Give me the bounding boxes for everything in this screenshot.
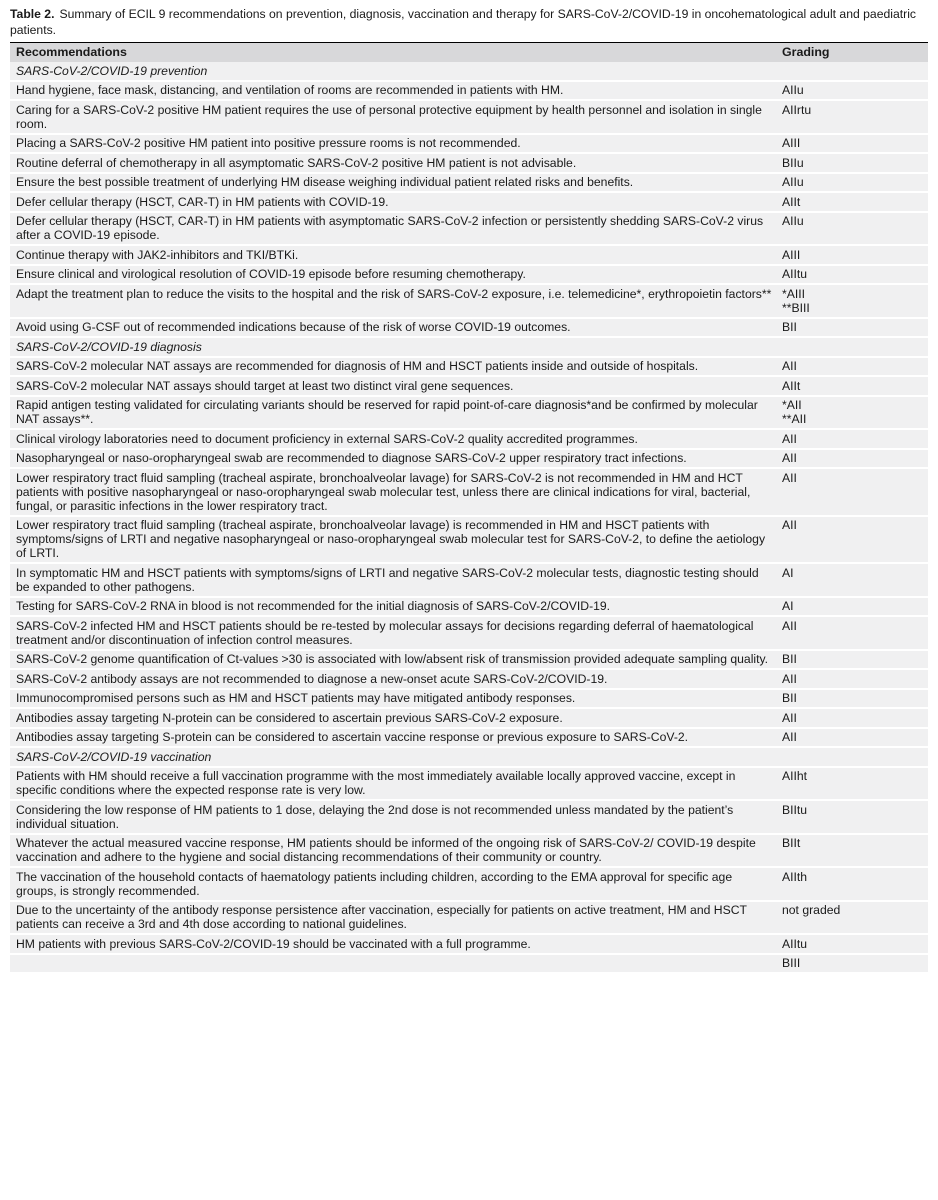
table-header-row [10, 43, 928, 62]
table-body [10, 62, 928, 974]
table-row [10, 319, 928, 339]
section-title: SARS-CoV-2/COVID-19 vaccination [16, 749, 212, 764]
grading-cell [778, 469, 928, 515]
recommendation-text: Ensure clinical and virological resolution of COVID-19 episode before resuming chemotherapy. [16, 267, 526, 281]
table-row [10, 430, 928, 450]
grading-cell [778, 670, 928, 688]
grading-cell [778, 450, 928, 468]
recommendation-text: SARS-CoV-2 molecular NAT assays are recommended for diagnosis of HM and HSCT patients inside and outside of hospitals. [16, 359, 699, 373]
table-row [10, 955, 928, 975]
table-row [10, 266, 928, 286]
table-row [10, 213, 928, 247]
table-row [10, 358, 928, 378]
recommendation-text: Considering the low response of HM patients to 1 dose, delaying the 2nd dose is not recommended unless mandated by the patient’s individual situation. [16, 802, 734, 831]
recommendation-text: Patients with HM should receive a full vaccination programme with the most immediately available locally approved vaccine, except in specific conditions where the expected response rate is very low. [16, 769, 736, 797]
table-row [10, 101, 928, 135]
grading-value: AIIt [782, 194, 801, 209]
grading-cell [778, 690, 928, 708]
grading-value: AII [782, 671, 797, 686]
table-row [10, 935, 928, 955]
recommendation-text: Caring for a SARS-CoV-2 positive HM patient requires the use of personal protective equipment by health personnel and isolation in single room. [16, 102, 762, 131]
table-row [10, 729, 928, 749]
grading-value: AIIth [782, 869, 808, 884]
grading-cell [778, 82, 928, 100]
grading-cell [778, 729, 928, 747]
table-row [10, 902, 928, 936]
grading-cell [778, 598, 928, 616]
grading-cell [778, 868, 928, 900]
table-caption-label: Table 2. [10, 7, 55, 21]
header-grading: Grading [782, 45, 830, 59]
grading-value: AII [782, 618, 797, 633]
grading-cell [778, 651, 928, 669]
recommendation-text: Lower respiratory tract fluid sampling (tracheal aspirate, bronchoalveolar lavage) is recommended in HM and HSCT patients with symptoms/signs of LRTI and negative nasopharyngeal or naso-oropharyngeal swab molecular test for SARS-CoV-2, to define the aetiology of LRTI. [16, 518, 766, 560]
table-caption [10, 6, 928, 38]
grading-value: AIIu [782, 175, 804, 189]
recommendation-text: Antibodies assay targeting S-protein can be considered to ascertain vaccine response or previous exposure to SARS-CoV-2. [16, 730, 689, 744]
grading-value: AII [782, 730, 797, 744]
grading-cell [778, 835, 928, 867]
recommendation-text: Defer cellular therapy (HSCT, CAR-T) in HM patients with COVID-19. [16, 194, 389, 209]
grading-cell [778, 174, 928, 192]
recommendation-text: SARS-CoV-2 genome quantification of Ct-values >30 is associated with low/absent risk of transmission provided adequate sampling quality. [16, 652, 769, 666]
recommendation-text: Rapid antigen testing validated for circulating variants should be reserved for rapid point-of-care diagnosis*and be confirmed by molecular NAT assays**. [16, 398, 758, 426]
grading-cell [778, 377, 928, 395]
section-grade-cell [778, 338, 928, 356]
recommendation-text: Continue therapy with JAK2-inhibitors and TKI/BTKi. [16, 247, 299, 262]
grading-value: **AII [782, 412, 807, 426]
grading-cell [778, 709, 928, 727]
section-title: SARS-CoV-2/COVID-19 diagnosis [16, 339, 202, 354]
table-row [10, 469, 928, 517]
section-title: SARS-CoV-2/COVID-19 prevention [16, 63, 208, 78]
grading-cell [778, 135, 928, 153]
recommendation-text: SARS-CoV-2 molecular NAT assays should target at least two distinct viral gene sequences. [16, 378, 514, 393]
grading-cell [778, 430, 928, 448]
recommendation-text: Nasopharyngeal or naso-oropharyngeal swab are recommended to diagnose SARS-CoV-2 upper respiratory tract infections. [16, 451, 687, 465]
table-caption-text: Summary of ECIL 9 recommendations on prevention, diagnosis, vaccination and therapy for SARS-CoV-2/COVID-19 in oncohematological adult and paediatric patients. [10, 7, 917, 37]
grading-value: AI [782, 565, 794, 580]
grading-value: AIItu [782, 267, 808, 281]
section-grade-cell [778, 748, 928, 766]
table-row [10, 82, 928, 102]
recommendation-text: Avoid using G-CSF out of recommended indications because of the risk of worse COVID-19 outcomes. [16, 320, 571, 334]
section-row [10, 62, 928, 82]
grading-value: AIIht [782, 769, 808, 783]
recommendation-text: Testing for SARS-CoV-2 RNA in blood is not recommended for the initial diagnosis of SARS-CoV-2/COVID-19. [16, 599, 611, 613]
grading-cell [778, 266, 928, 284]
table-row [10, 135, 928, 155]
grading-value: BII [782, 320, 797, 334]
recommendation-text: Adapt the treatment plan to reduce the visits to the hospital and the risk of SARS-CoV-2 exposure, i.e. telemedicine*, erythropoietin factors** [16, 286, 772, 301]
table-row [10, 450, 928, 470]
grading-value: AII [782, 451, 797, 465]
table-row [10, 598, 928, 618]
grading-cell [778, 193, 928, 211]
table-row [10, 670, 928, 690]
grading-value: AIII [782, 247, 801, 262]
grading-value: not graded [782, 903, 841, 917]
table-row [10, 174, 928, 194]
table-row [10, 690, 928, 710]
header-recommendations: Recommendations [16, 45, 127, 59]
table-row [10, 709, 928, 729]
grading-cell [778, 801, 928, 833]
grading-cell [778, 101, 928, 133]
grading-value: AII [782, 518, 797, 532]
table-row [10, 193, 928, 213]
grading-value: AII [782, 710, 797, 725]
grading-cell [778, 768, 928, 800]
recommendation-text: Due to the uncertainty of the antibody response persistence after vaccination, especially for patients on active treatment, HM and HSCT patients can receive a 3rd and 4th dose according to national guidelines. [16, 903, 747, 931]
section-row [10, 338, 928, 358]
grading-cell [778, 285, 928, 317]
grading-value: *AIII [782, 286, 806, 301]
table-row [10, 517, 928, 565]
grading-cell [778, 935, 928, 953]
grading-cell [778, 397, 928, 429]
table-row [10, 564, 928, 598]
grading-value: BIIt [782, 836, 801, 850]
table-row [10, 154, 928, 174]
recommendation-text: The vaccination of the household contacts of haematology patients including children, according to the EMA approval for specific age groups, is strongly recommended. [16, 869, 733, 898]
section-grade-cell [778, 62, 928, 80]
recommendation-text: Defer cellular therapy (HSCT, CAR-T) in HM patients with asymptomatic SARS-CoV-2 infection or persistently shedding SARS-CoV-2 virus after a COVID-19 episode. [16, 214, 764, 242]
grading-cell [778, 517, 928, 563]
grading-value: BII [782, 652, 797, 666]
table-row [10, 617, 928, 651]
grading-value: AIIu [782, 214, 804, 228]
grading-value: AIIt [782, 378, 801, 393]
recommendation-text: Routine deferral of chemotherapy in all asymptomatic SARS-CoV-2 positive HM patient is not advisable. [16, 155, 577, 170]
grading-value: AIII [782, 136, 801, 150]
grading-value: BIII [782, 956, 801, 970]
grading-cell [778, 154, 928, 172]
recommendation-text: HM patients with previous SARS-CoV-2/COVID-19 should be vaccinated with a full programme. [16, 936, 531, 951]
recommendation-text: Lower respiratory tract fluid sampling (tracheal aspirate, bronchoalveolar lavage) for SARS-CoV-2 is not recommended in HM and HCT patients with positive nasopharyngeal or naso-oropharyngeal swab molecular test, unless there are clinical indications for viral, bacterial, fungal, or parasitic infections in the lower respiratory tract. [16, 470, 751, 513]
grading-value: BII [782, 691, 797, 705]
grading-value: AIIu [782, 83, 804, 97]
table-row [10, 246, 928, 266]
grading-cell [778, 955, 928, 973]
grading-value: AII [782, 359, 797, 373]
table-row [10, 801, 928, 835]
recommendation-text: Immunocompromised persons such as HM and HSCT patients may have mitigated antibody responses. [16, 691, 576, 705]
grading-cell [778, 902, 928, 934]
grading-value: AIIrtu [782, 102, 812, 117]
grading-cell [778, 564, 928, 596]
recommendation-text: SARS-CoV-2 antibody assays are not recommended to diagnose a new-onset acute SARS-CoV-2/COVID-19. [16, 671, 608, 686]
recommendation-text: SARS-CoV-2 infected HM and HSCT patients should be re-tested by molecular assays for decisions regarding deferral of haematological treatment and/or discontinuation of infection control measures. [16, 618, 754, 647]
table-row [10, 868, 928, 902]
grading-value: BIIu [782, 155, 804, 170]
recommendation-text: In symptomatic HM and HSCT patients with symptoms/signs of LRTI and negative SARS-CoV-2 molecular tests, diagnostic testing should be expanded to other pathogens. [16, 565, 759, 594]
grading-cell [778, 246, 928, 264]
table-row [10, 397, 928, 431]
grading-cell [778, 319, 928, 337]
recommendations-table [10, 42, 928, 974]
recommendation-text: Clinical virology laboratories need to document proficiency in external SARS-CoV-2 quality accredited programmes. [16, 431, 638, 446]
recommendation-text: Ensure the best possible treatment of underlying HM disease weighing individual patient related risks and benefits. [16, 175, 634, 189]
grading-cell [778, 617, 928, 649]
grading-value: *AII [782, 398, 802, 412]
grading-cell [778, 358, 928, 376]
recommendation-text: Antibodies assay targeting N-protein can be considered to ascertain previous SARS-CoV-2 exposure. [16, 710, 563, 725]
recommendation-text: Hand hygiene, face mask, distancing, and ventilation of rooms are recommended in patients with HM. [16, 83, 564, 97]
grading-value: AII [782, 470, 797, 485]
grading-value: BIItu [782, 802, 808, 817]
grading-value: AI [782, 599, 794, 613]
grading-value: **BIII [782, 300, 810, 315]
grading-cell [778, 213, 928, 245]
table-row [10, 768, 928, 802]
table-row [10, 835, 928, 869]
section-row [10, 748, 928, 768]
grading-value: AII [782, 431, 797, 446]
table-row [10, 285, 928, 319]
table-row [10, 651, 928, 671]
recommendation-text [10, 955, 778, 973]
grading-value: AIItu [782, 936, 808, 951]
recommendation-text: Placing a SARS-CoV-2 positive HM patient into positive pressure rooms is not recommended. [16, 136, 521, 150]
table-row [10, 377, 928, 397]
recommendation-text: Whatever the actual measured vaccine response, HM patients should be informed of the ongoing risk of SARS-CoV-2/ COVID-19 despite vaccination and adhere to the hygiene and social distancing recommendations of their community or country. [16, 836, 756, 864]
